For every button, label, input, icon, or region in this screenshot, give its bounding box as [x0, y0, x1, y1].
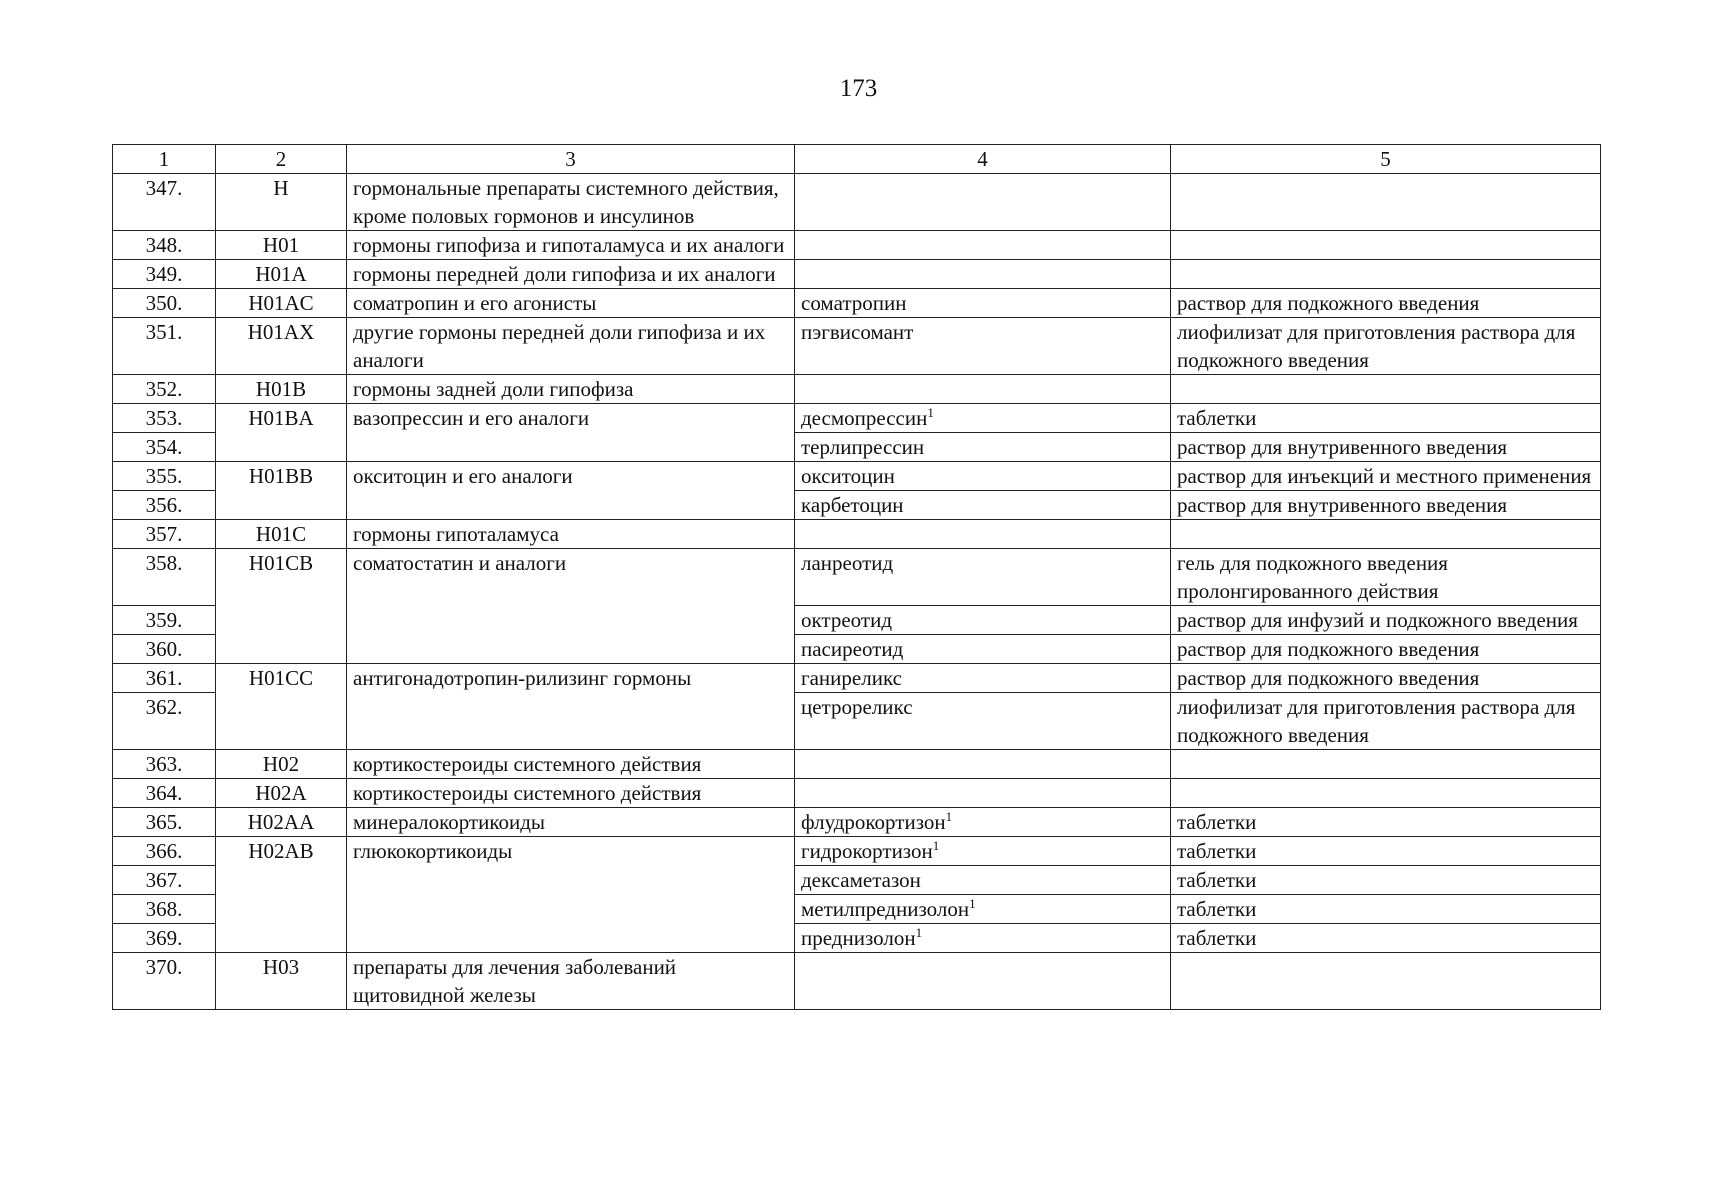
drug-name-cell	[795, 318, 1171, 375]
row-number: 362.	[113, 693, 216, 750]
atc-code: H03	[216, 953, 347, 1010]
drug-name-cell	[795, 231, 1171, 260]
row-number: 360.	[113, 635, 216, 664]
atc-code: H01BB	[216, 462, 347, 520]
drug-name-cell	[795, 260, 1171, 289]
drug-name-cell	[795, 606, 1171, 635]
row-number: 366.	[113, 837, 216, 866]
dosage-form: раствор для подкожного введения	[1171, 635, 1601, 664]
row-number: 358.	[113, 549, 216, 606]
row-number: 352.	[113, 375, 216, 404]
drug-name: флудрокортизон	[801, 810, 946, 834]
row-number: 361.	[113, 664, 216, 693]
anatomical-therapeutic-group: кортикостероиды системного действия	[347, 779, 795, 808]
drug-name-cell	[795, 808, 1171, 837]
header-cell-5: 5	[1171, 145, 1601, 174]
atc-code: H02	[216, 750, 347, 779]
dosage-form: таблетки	[1171, 404, 1601, 433]
drug-name-cell	[795, 866, 1171, 895]
row-number: 369.	[113, 924, 216, 953]
header-cell-1: 1	[113, 145, 216, 174]
drug-name-cell	[795, 404, 1171, 433]
anatomical-therapeutic-group: гормоны задней доли гипофиза	[347, 375, 795, 404]
atc-code: H01A	[216, 260, 347, 289]
anatomical-therapeutic-group: антигонадотропин-рилизинг гормоны	[347, 664, 795, 750]
anatomical-therapeutic-group: гормоны гипоталамуса	[347, 520, 795, 549]
dosage-form: раствор для внутривенного введения	[1171, 433, 1601, 462]
anatomical-therapeutic-group: другие гормоны передней доли гипофиза и их аналоги	[347, 318, 795, 375]
row-number: 353.	[113, 404, 216, 433]
drug-name: пасиреотид	[801, 637, 904, 661]
table-row	[113, 231, 1601, 260]
drug-name-cell	[795, 664, 1171, 693]
drug-name-cell	[795, 289, 1171, 318]
dosage-form: раствор для внутривенного введения	[1171, 491, 1601, 520]
anatomical-therapeutic-group: минералокортикоиды	[347, 808, 795, 837]
dosage-form	[1171, 375, 1601, 404]
dosage-form: таблетки	[1171, 895, 1601, 924]
anatomical-therapeutic-group: соматропин и его агонисты	[347, 289, 795, 318]
dosage-form	[1171, 953, 1601, 1010]
drug-name: октреотид	[801, 608, 893, 632]
drug-name: метилпреднизолон	[801, 897, 970, 921]
drug-name: дексаметазон	[801, 868, 921, 892]
table-row	[113, 289, 1601, 318]
dosage-form	[1171, 174, 1601, 231]
table-body	[113, 174, 1601, 1010]
drug-name-cell	[795, 779, 1171, 808]
atc-code: H01B	[216, 375, 347, 404]
table-row	[113, 404, 1601, 433]
drug-name: десмопрессин	[801, 406, 928, 430]
drug-name: окситоцин	[801, 464, 895, 488]
row-number: 354.	[113, 433, 216, 462]
header-cell-4: 4	[795, 145, 1171, 174]
table-row	[113, 260, 1601, 289]
footnote-marker: 1	[969, 896, 976, 911]
header-row	[113, 145, 1601, 174]
table-row	[113, 520, 1601, 549]
table-row	[113, 664, 1601, 693]
drug-name: пэгвисомант	[801, 320, 914, 344]
drug-name-cell	[795, 635, 1171, 664]
anatomical-therapeutic-group: окситоцин и его аналоги	[347, 462, 795, 520]
drug-name-cell	[795, 924, 1171, 953]
anatomical-therapeutic-group: препараты для лечения заболеваний щитовидной железы	[347, 953, 795, 1010]
atc-code: H01CB	[216, 549, 347, 664]
drug-name-cell	[795, 433, 1171, 462]
drug-name-cell	[795, 462, 1171, 491]
dosage-form: раствор для инъекций и местного применения	[1171, 462, 1601, 491]
dosage-form: раствор для инфузий и подкожного введения	[1171, 606, 1601, 635]
dosage-form	[1171, 750, 1601, 779]
dosage-form	[1171, 260, 1601, 289]
dosage-form: таблетки	[1171, 837, 1601, 866]
drug-name-cell	[795, 953, 1171, 1010]
dosage-form: раствор для подкожного введения	[1171, 289, 1601, 318]
dosage-form: лиофилизат для приготовления раствора для подкожного введения	[1171, 693, 1601, 750]
row-number: 355.	[113, 462, 216, 491]
drug-name: ганиреликс	[801, 666, 902, 690]
footnote-marker: 1	[915, 925, 923, 940]
row-number: 359.	[113, 606, 216, 635]
dosage-form: таблетки	[1171, 866, 1601, 895]
row-number: 363.	[113, 750, 216, 779]
table-row	[113, 375, 1601, 404]
drug-name-cell	[795, 491, 1171, 520]
atc-code: H02A	[216, 779, 347, 808]
atc-code: H01	[216, 231, 347, 260]
row-number: 351.	[113, 318, 216, 375]
row-number: 365.	[113, 808, 216, 837]
dosage-form	[1171, 520, 1601, 549]
drug-name-cell	[795, 375, 1171, 404]
atc-code: H01BA	[216, 404, 347, 462]
atc-code: H01AC	[216, 289, 347, 318]
anatomical-therapeutic-group: гормональные препараты системного действия, кроме половых гормонов и инсулинов	[347, 174, 795, 231]
dosage-form	[1171, 231, 1601, 260]
drug-name-cell	[795, 174, 1171, 231]
anatomical-therapeutic-group: глюкокортикоиды	[347, 837, 795, 953]
drug-name-cell	[795, 693, 1171, 750]
anatomical-therapeutic-group: гормоны гипофиза и гипоталамуса и их аналоги	[347, 231, 795, 260]
table-row	[113, 174, 1601, 231]
drug-name-cell	[795, 750, 1171, 779]
drug-name-cell	[795, 549, 1171, 606]
row-number: 350.	[113, 289, 216, 318]
table-row	[113, 462, 1601, 491]
drug-name: гидрокортизон	[801, 839, 933, 863]
table-row	[113, 549, 1601, 606]
footnote-marker: 1	[945, 809, 953, 824]
drug-name-cell	[795, 837, 1171, 866]
footnote-marker: 1	[932, 838, 940, 853]
row-number: 348.	[113, 231, 216, 260]
table-row	[113, 779, 1601, 808]
table-row	[113, 318, 1601, 375]
dosage-form: таблетки	[1171, 808, 1601, 837]
dosage-form: лиофилизат для приготовления раствора для подкожного введения	[1171, 318, 1601, 375]
drug-name: соматропин	[801, 291, 907, 315]
drug-name: преднизолон	[801, 926, 916, 950]
anatomical-therapeutic-group: соматостатин и аналоги	[347, 549, 795, 664]
medication-table	[112, 144, 1601, 1010]
table-header	[113, 145, 1601, 174]
drug-name-cell	[795, 520, 1171, 549]
dosage-form: раствор для подкожного введения	[1171, 664, 1601, 693]
atc-code: H02AB	[216, 837, 347, 953]
anatomical-therapeutic-group: вазопрессин и его аналоги	[347, 404, 795, 462]
row-number: 367.	[113, 866, 216, 895]
drug-name: цетрореликс	[801, 695, 913, 719]
table-row	[113, 808, 1601, 837]
dosage-form: гель для подкожного введения пролонгированного действия	[1171, 549, 1601, 606]
row-number: 356.	[113, 491, 216, 520]
row-number: 349.	[113, 260, 216, 289]
row-number: 370.	[113, 953, 216, 1010]
table-row	[113, 750, 1601, 779]
row-number: 347.	[113, 174, 216, 231]
anatomical-therapeutic-group: кортикостероиды системного действия	[347, 750, 795, 779]
row-number: 364.	[113, 779, 216, 808]
row-number: 357.	[113, 520, 216, 549]
atc-code: H02AA	[216, 808, 347, 837]
drug-name: карбетоцин	[801, 493, 904, 517]
atc-code: H01C	[216, 520, 347, 549]
dosage-form: таблетки	[1171, 924, 1601, 953]
row-number: 368.	[113, 895, 216, 924]
atc-code: H01CC	[216, 664, 347, 750]
header-cell-3: 3	[347, 145, 795, 174]
atc-code: H	[216, 174, 347, 231]
footnote-marker: 1	[927, 405, 934, 420]
drug-name: ланреотид	[801, 551, 894, 575]
atc-code: H01AX	[216, 318, 347, 375]
header-cell-2: 2	[216, 145, 347, 174]
dosage-form	[1171, 779, 1601, 808]
drug-name: терлипрессин	[801, 435, 925, 459]
drug-name-cell	[795, 895, 1171, 924]
table-row	[113, 837, 1601, 866]
anatomical-therapeutic-group: гормоны передней доли гипофиза и их аналоги	[347, 260, 795, 289]
table-row	[113, 953, 1601, 1010]
page-number: 173	[839, 75, 878, 102]
